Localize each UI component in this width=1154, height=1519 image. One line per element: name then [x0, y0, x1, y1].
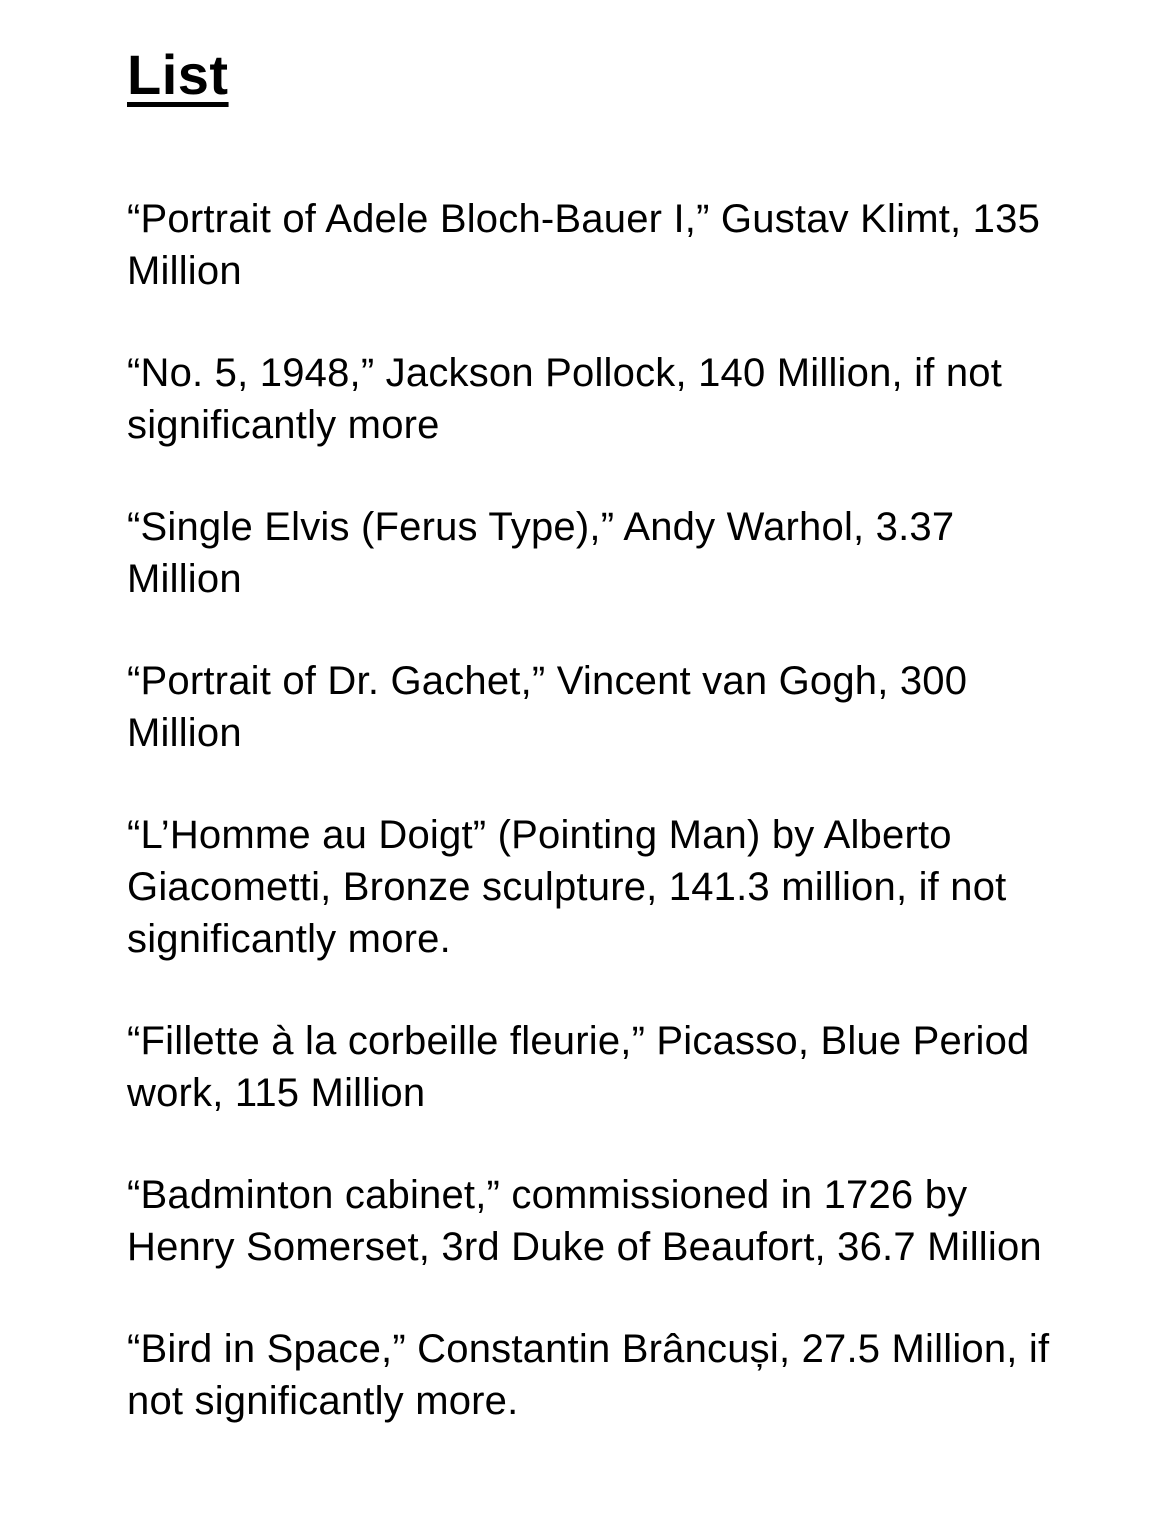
list-item: “Fillette à la corbeille fleurie,” Picasso, Blue Period work, 115 Million: [127, 1019, 1030, 1115]
list-item: “L’Homme au Doigt” (Pointing Man) by Alberto Giacometti, Bronze sculpture, 141.3 million, if not significantly more.: [127, 813, 1007, 961]
list-item: “Single Elvis (Ferus Type),” Andy Warhol, 3.37 Million: [127, 505, 955, 601]
page-title: List: [127, 43, 229, 106]
list-item: “Portrait of Dr. Gachet,” Vincent van Gogh, 300 Million: [127, 659, 968, 755]
list-item: “No. 5, 1948,” Jackson Pollock, 140 Million, if not significantly more: [127, 351, 1003, 447]
list-item: “Bird in Space,” Constantin Brâncuși, 27.5 Million, if not significantly more.: [127, 1327, 1050, 1423]
list-item: “Portrait of Adele Bloch-Bauer I,” Gustav Klimt, 135 Million: [127, 197, 1041, 293]
artwork-list: [127, 193, 1064, 1427]
list-item: “Badminton cabinet,” commissioned in 1726 by Henry Somerset, 3rd Duke of Beaufort, 36.7 Million: [127, 1173, 1042, 1269]
